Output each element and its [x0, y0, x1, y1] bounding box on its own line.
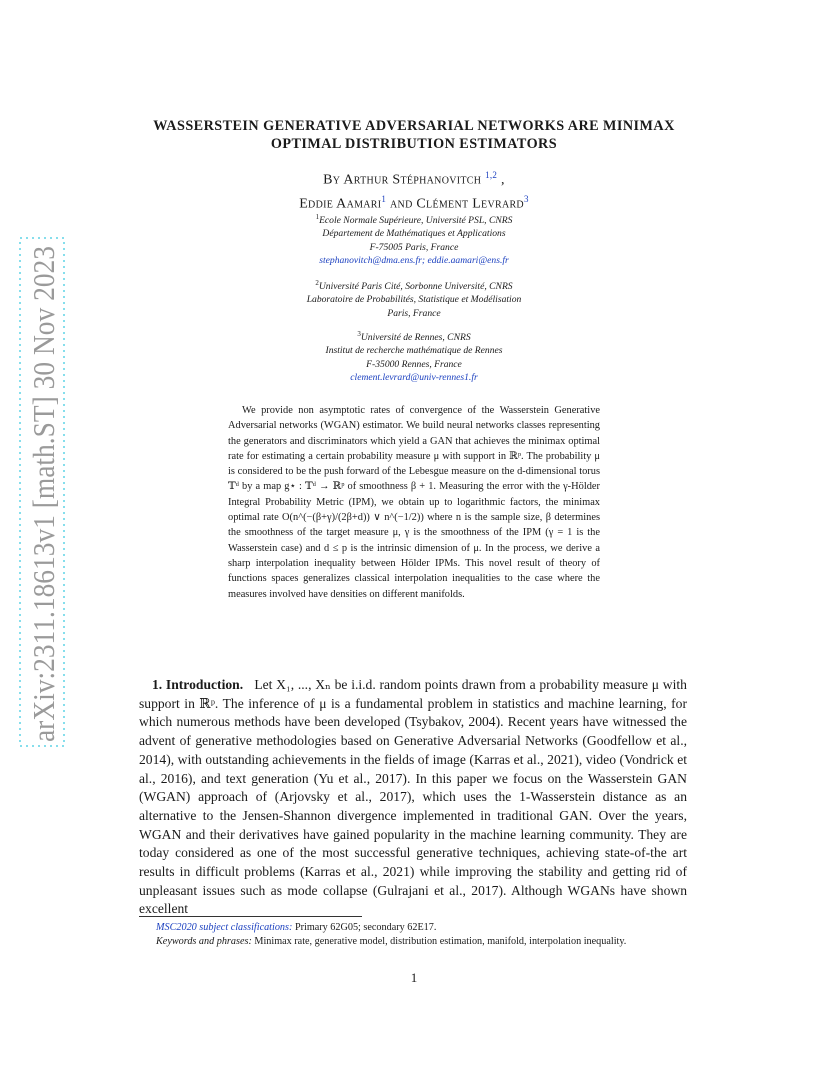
affiliation-line: F-35000 Rennes, France — [366, 358, 462, 370]
affiliation-number: 2 — [315, 279, 319, 287]
affiliation-2 — [164, 277, 664, 320]
author-3: Clément Levrard — [416, 196, 524, 212]
introduction-text: Let X₁, ..., Xₙ be i.i.d. random points drawn from a probability measure μ with support in ℝᵖ. The inference of μ is a fundamental problem in statistics and machine learning, for which numerous methods have been developed (Tsybakov, 2004). Recent years have witnessed the advent of generative methodologies based on Generative Adversarial Networks (Goodfellow et al., 2014), with outstanding achievements in the fields of image (Karras et al., 2021), video (Vondrick et al., 2016), and text generation (Yu et al., 2017). In this paper we focus on the Wasserstein GAN (WGAN) approach of (Arjovsky et al., 2017), which uses the 1-Wasserstein distance as an alternative to the Jensen-Shannon divergence implemented in traditional GAN. Over the years, WGAN and their derivatives have gained popularity in the machine learning community. They are today considered as one of the most successful generative techniques, achieving state-of-the art results in difficult problems (Karras et al., 2021) while improving the stability and getting rid of unpleasant issues such as mode collapse (Gulrajani et al., 2017). Although WGANs have shown excellent — [139, 677, 687, 917]
and-label: and — [386, 196, 417, 212]
affiliation-1 — [164, 211, 664, 268]
affiliation-3 — [164, 328, 664, 385]
author-2: Eddie Aamari — [299, 196, 382, 212]
author-2-affiliation-link[interactable]: 1 — [381, 193, 387, 204]
author-3-affiliation-link[interactable]: 3 — [523, 193, 529, 204]
affiliation-email-link[interactable]: clement.levrard@univ-rennes1.fr — [350, 372, 478, 384]
title-line-1: WASSERSTEIN GENERATIVE ADVERSARIAL NETWORKS ARE MINIMAX — [153, 118, 675, 134]
footnotes — [139, 921, 687, 949]
affiliation-email-link[interactable]: stephanovitch@dma.ens.fr; eddie.aamari@ens.fr — [319, 255, 509, 267]
keywords-label: Keywords and phrases: — [156, 936, 252, 948]
keywords-text: Minimax rate, generative model, distribution estimation, manifold, interpolation inequality. — [251, 936, 627, 948]
paper-title — [120, 117, 708, 153]
by-label: By — [323, 172, 341, 188]
footnote-rule — [139, 916, 362, 917]
affiliation-line: Université Paris Cité, Sorbonne Université, CNRS — [318, 281, 513, 292]
abstract-text: We provide non asymptotic rates of convergence of the Wasserstein Generative Adversarial networks (WGAN) estimator. We build neural networks classes representing the generators and discriminators which yield a GAN that achieves the minimax optimal rate for estimating a certain probability measure μ with support in ℝᵖ. The probability μ is considered to be the push forward of the Lebesgue measure on the d-dimensional torus 𝕋ᵈ by a map g⋆ : 𝕋ᵈ → ℝᵖ of smoothness β + 1. Measuring the error with the γ-Hölder Integral Probability Metric (IPM), we obtain up to logarithmic factors, the minimax optimal rate O(n^(−(β+γ)/(2β+d)) ∨ n^(−1/2)) where n is the sample size, β determines the smoothness of the target measure μ, γ is the smoothness of the IPM (γ = 1 is the Wasserstein case) and d ≤ p is the intrinsic dimension of μ. In the process, we derive a sharp interpolation inequality between Hölder IPMs. This novel result of theory of functions spaces generalizes classical interpolation inequalities to the case where the measures involved have densities on different manifolds. — [228, 405, 600, 600]
affiliation-line: Ecole Normale Supérieure, Université PSL, CNRS — [319, 215, 513, 226]
affiliation-number: 3 — [357, 330, 361, 338]
affiliation-line: F-75005 Paris, France — [369, 241, 459, 253]
author-1: Arthur Stéphanovitch — [343, 172, 482, 188]
author-block — [150, 166, 678, 213]
affiliation-number: 1 — [315, 213, 320, 221]
arxiv-stamp-text: arXiv:2311.18613v1 [math.ST] 30 Nov 2023 — [26, 236, 61, 742]
author-1-affiliation-link[interactable]: 1,2 — [485, 170, 498, 180]
msc-text: Primary 62G05; secondary 62E17. — [292, 922, 437, 933]
affiliation-line: Département de Mathématiques et Applications — [322, 228, 506, 240]
arxiv-side-stamp — [18, 236, 66, 748]
author-separator: , — [497, 172, 505, 188]
title-line-2: OPTIMAL DISTRIBUTION ESTIMATORS — [270, 136, 558, 152]
introduction-section — [139, 676, 687, 919]
msc-classifications-link[interactable]: MSC2020 subject classifications: — [156, 922, 293, 933]
affiliation-line: Paris, France — [387, 307, 441, 319]
section-heading: 1. Introduction. — [152, 677, 244, 692]
abstract — [228, 403, 600, 602]
affiliation-line: Institut de recherche mathématique de Rennes — [325, 345, 503, 357]
affiliation-line: Université de Rennes, CNRS — [360, 332, 471, 343]
affiliation-line: Laboratoire de Probabilités, Statistique et Modélisation — [306, 294, 522, 306]
page-number: 1 — [410, 970, 418, 985]
